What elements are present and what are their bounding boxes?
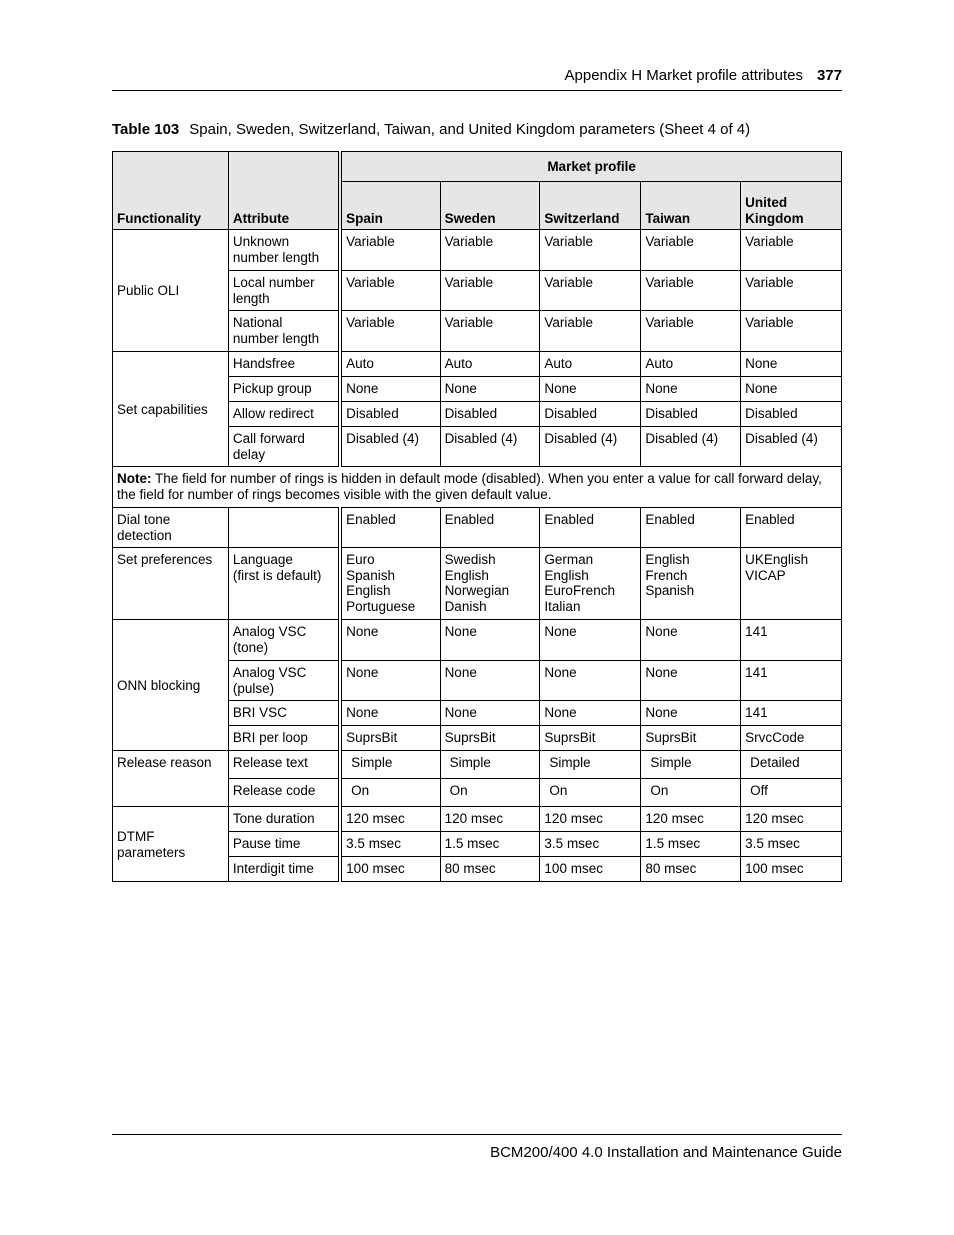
value-cell: Auto <box>340 352 440 377</box>
attribute-cell: Tone duration <box>228 807 340 832</box>
value-cell: Variable <box>440 230 540 271</box>
value-cell: 141 <box>741 661 842 701</box>
value-cell: Variable <box>741 311 842 352</box>
header-functionality: Functionality <box>113 152 229 230</box>
value-cell: Variable <box>540 271 641 311</box>
attribute-cell: Pause time <box>228 832 340 857</box>
value-cell: Disabled (4) <box>540 427 641 467</box>
page-number: 377 <box>816 67 842 84</box>
value-cell: None <box>340 701 440 726</box>
value-cell: German English EuroFrench Italian <box>540 548 641 620</box>
value-cell: None <box>440 620 540 661</box>
functionality-cell: Release reason <box>113 751 229 807</box>
value-cell: Simple <box>340 751 440 779</box>
value-cell: Variable <box>741 230 842 271</box>
value-cell: Euro Spanish English Portuguese <box>340 548 440 620</box>
header-attribute: Attribute <box>228 152 340 230</box>
value-cell: None <box>340 661 440 701</box>
value-cell: Enabled <box>440 508 540 548</box>
table-caption <box>112 121 750 138</box>
value-cell: None <box>641 620 741 661</box>
page-header <box>112 67 842 84</box>
value-cell: SuprsBit <box>340 726 440 751</box>
value-cell: Enabled <box>340 508 440 548</box>
attribute-cell: Analog VSC (pulse) <box>228 661 340 701</box>
value-cell: On <box>641 779 741 807</box>
value-cell: None <box>440 701 540 726</box>
page-footer: BCM200/400 4.0 Installation and Maintenance Guide <box>490 1144 842 1161</box>
value-cell: None <box>641 661 741 701</box>
value-cell: 120 msec <box>641 807 741 832</box>
table-row <box>113 508 842 548</box>
table-row <box>113 751 842 779</box>
header-country: Spain <box>340 182 440 230</box>
value-cell: 80 msec <box>440 857 540 882</box>
value-cell: None <box>540 620 641 661</box>
value-cell: None <box>741 377 842 402</box>
value-cell: 80 msec <box>641 857 741 882</box>
value-cell: 3.5 msec <box>741 832 842 857</box>
value-cell: Auto <box>540 352 641 377</box>
value-cell: None <box>340 377 440 402</box>
value-cell: Disabled (4) <box>340 427 440 467</box>
value-cell: None <box>340 620 440 661</box>
value-cell: Variable <box>440 311 540 352</box>
value-cell: SuprsBit <box>440 726 540 751</box>
value-cell: 3.5 msec <box>540 832 641 857</box>
value-cell: Variable <box>741 271 842 311</box>
value-cell: 100 msec <box>540 857 641 882</box>
value-cell: SuprsBit <box>540 726 641 751</box>
attribute-cell: BRI per loop <box>228 726 340 751</box>
value-cell: 141 <box>741 620 842 661</box>
value-cell: None <box>540 661 641 701</box>
functionality-cell: DTMF parameters <box>113 807 229 882</box>
table-row <box>113 807 842 832</box>
value-cell: Simple <box>641 751 741 779</box>
value-cell: Enabled <box>741 508 842 548</box>
value-cell: Disabled (4) <box>641 427 741 467</box>
value-cell: English French Spanish <box>641 548 741 620</box>
attribute-cell: Release code <box>228 779 340 807</box>
value-cell: 100 msec <box>340 857 440 882</box>
attribute-cell: Call forward delay <box>228 427 340 467</box>
attribute-cell: Release text <box>228 751 340 779</box>
attribute-cell: Language (first is default) <box>228 548 340 620</box>
value-cell: Disabled (4) <box>440 427 540 467</box>
value-cell: Variable <box>641 271 741 311</box>
value-cell: Disabled <box>540 402 641 427</box>
value-cell: 3.5 msec <box>340 832 440 857</box>
functionality-cell: Set preferences <box>113 548 229 620</box>
attribute-cell <box>228 508 340 548</box>
note-text: The field for number of rings is hidden in default mode (disabled). When you enter a value for call forward delay, the field for number of rings becomes visible with the given default value. <box>117 471 822 502</box>
header-country: Taiwan <box>641 182 741 230</box>
functionality-cell: ONN blocking <box>113 620 229 751</box>
value-cell: Variable <box>641 311 741 352</box>
table-row <box>113 548 842 620</box>
note-label: Note: <box>117 471 152 486</box>
value-cell: 120 msec <box>440 807 540 832</box>
attribute-cell: Allow redirect <box>228 402 340 427</box>
table-row <box>113 467 842 508</box>
value-cell: Enabled <box>641 508 741 548</box>
value-cell: Variable <box>340 271 440 311</box>
value-cell: Disabled (4) <box>741 427 842 467</box>
table-caption-text: Spain, Sweden, Switzerland, Taiwan, and United Kingdom parameters (Sheet 4 of 4) <box>189 121 751 138</box>
value-cell: None <box>641 377 741 402</box>
attribute-cell: Local number length <box>228 271 340 311</box>
value-cell: Disabled <box>741 402 842 427</box>
value-cell: SuprsBit <box>641 726 741 751</box>
value-cell: Auto <box>440 352 540 377</box>
value-cell: Disabled <box>641 402 741 427</box>
value-cell: On <box>440 779 540 807</box>
value-cell: Enabled <box>540 508 641 548</box>
value-cell: None <box>540 377 641 402</box>
value-cell: None <box>540 701 641 726</box>
attribute-cell: Analog VSC (tone) <box>228 620 340 661</box>
value-cell: 120 msec <box>741 807 842 832</box>
value-cell: Variable <box>440 271 540 311</box>
value-cell: Disabled <box>440 402 540 427</box>
value-cell: 120 msec <box>340 807 440 832</box>
value-cell: 100 msec <box>741 857 842 882</box>
value-cell: None <box>440 661 540 701</box>
value-cell: Variable <box>340 311 440 352</box>
attribute-cell: Unknown number length <box>228 230 340 271</box>
functionality-cell: Public OLI <box>113 230 229 352</box>
header-country: Switzerland <box>540 182 641 230</box>
attribute-cell: BRI VSC <box>228 701 340 726</box>
attribute-cell: National number length <box>228 311 340 352</box>
value-cell: On <box>340 779 440 807</box>
value-cell: Off <box>741 779 842 807</box>
value-cell: Auto <box>641 352 741 377</box>
note-cell <box>113 467 842 508</box>
value-cell: 141 <box>741 701 842 726</box>
attribute-cell: Interdigit time <box>228 857 340 882</box>
parameters-table <box>112 151 842 882</box>
attribute-cell: Handsfree <box>228 352 340 377</box>
value-cell: Variable <box>540 230 641 271</box>
value-cell: Detailed <box>741 751 842 779</box>
header-country: Sweden <box>440 182 540 230</box>
header-rule <box>112 90 842 91</box>
value-cell: Variable <box>641 230 741 271</box>
value-cell: Simple <box>440 751 540 779</box>
table-row <box>113 352 842 377</box>
functionality-cell: Dial tone detection <box>113 508 229 548</box>
value-cell: Simple <box>540 751 641 779</box>
value-cell: None <box>741 352 842 377</box>
section-title: Appendix H Market profile attributes <box>564 67 803 84</box>
table-row <box>113 620 842 661</box>
table-caption-label: Table 103 <box>112 121 180 138</box>
value-cell: Variable <box>340 230 440 271</box>
value-cell: Swedish English Norwegian Danish <box>440 548 540 620</box>
header-country: United Kingdom <box>741 182 842 230</box>
value-cell: None <box>440 377 540 402</box>
attribute-cell: Pickup group <box>228 377 340 402</box>
value-cell: 1.5 msec <box>440 832 540 857</box>
footer-rule <box>112 1134 842 1135</box>
table-row <box>113 230 842 271</box>
value-cell: On <box>540 779 641 807</box>
value-cell: Variable <box>540 311 641 352</box>
value-cell: 1.5 msec <box>641 832 741 857</box>
header-market-profile: Market profile <box>340 152 841 182</box>
functionality-cell: Set capabilities <box>113 352 229 467</box>
value-cell: UKEnglish VICAP <box>741 548 842 620</box>
value-cell: None <box>641 701 741 726</box>
value-cell: SrvcCode <box>741 726 842 751</box>
value-cell: Disabled <box>340 402 440 427</box>
value-cell: 120 msec <box>540 807 641 832</box>
